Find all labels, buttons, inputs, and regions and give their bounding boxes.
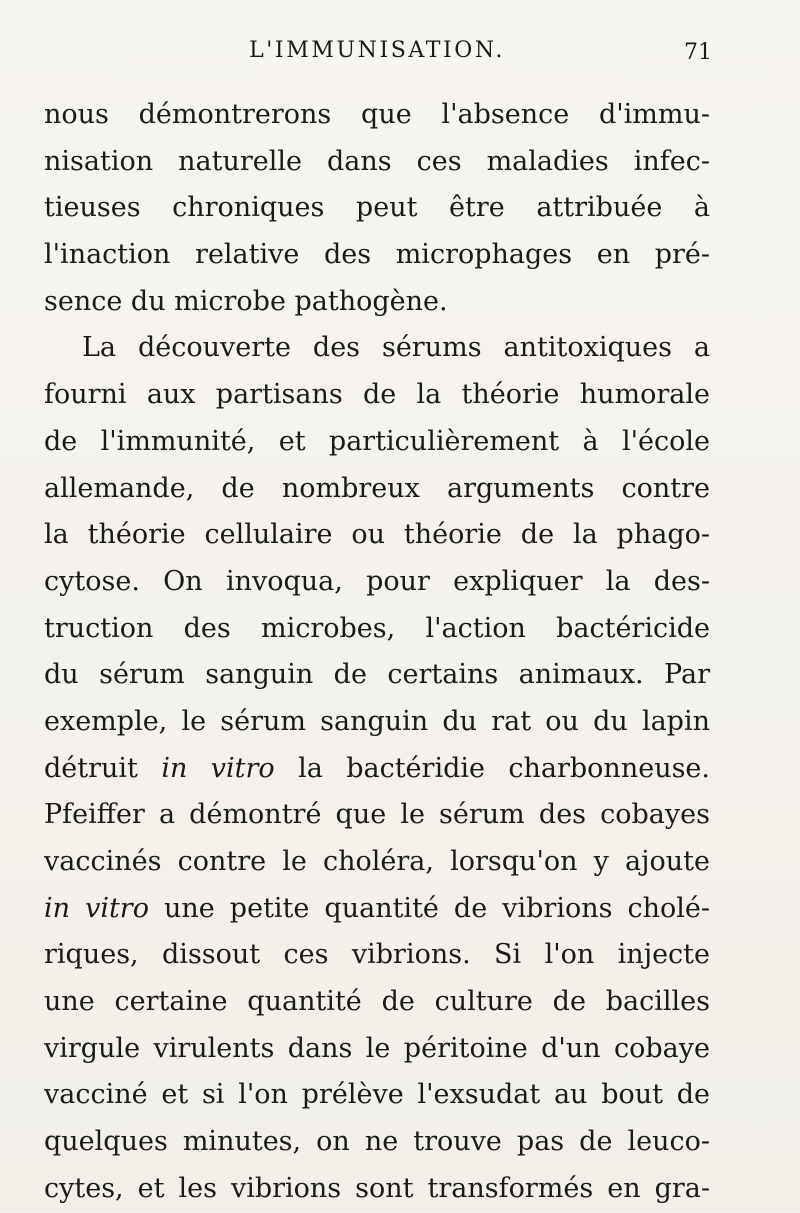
text-line: la théorie cellulaire ou théorie de la phago- (44, 519, 710, 551)
text-line-with-italic (44, 746, 710, 793)
italic-phrase: in vitro (161, 752, 275, 784)
text-line: exemple, le sérum sanguin du rat ou du lapin (44, 705, 710, 737)
text-line: cytes, et les vibrions sont transformés en gra- (44, 1172, 710, 1204)
running-title: L'IMMUNISATION. (249, 38, 505, 63)
text-line: virgule virulents dans le péritoine d'un cobaye (44, 1032, 710, 1064)
text-line: nous démontrerons que l'absence d'immu- (44, 99, 710, 130)
text-line: tieuses chroniques peut être attribuée à (44, 192, 710, 224)
text-line-with-italic (44, 886, 710, 933)
italic-phrase: in vitro (44, 892, 149, 924)
paragraph-end-line: sence du microbe pathogène. (44, 285, 448, 317)
text-line: riques, dissout ces vibrions. Si l'on injecte (44, 939, 710, 971)
text-line: truction des microbes, l'action bactéricide (44, 612, 710, 644)
text-line: nisation naturelle dans ces maladies infec- (44, 145, 710, 177)
text-line: vacciné et si l'on prélève l'exsudat au bout de (44, 1079, 710, 1111)
text-line: l'inaction relative des microphages en pré- (44, 239, 710, 271)
text-line: cytose. On invoqua, pour expliquer la des- (44, 565, 710, 597)
text-line: Pfeiffer a démontré que le sérum des cobayes (44, 799, 710, 831)
text-line: de l'immunité, et particulièrement à l'école (44, 425, 710, 457)
line-text: une petite quantité de vibrions cholé- (148, 892, 710, 924)
text-line: vaccinés contre le choléra, lorsqu'on y ajoute (44, 846, 710, 877)
text-line: une certaine quantité de culture de bacilles (44, 986, 710, 1018)
text-line: quelques minutes, on ne trouve pas de leuco- (44, 1126, 710, 1158)
body-text (44, 92, 710, 1213)
paragraph-start-line: La découverte des sérums antitoxiques a (82, 332, 710, 364)
text-line: allemande, de nombreux arguments contre (44, 472, 710, 504)
text-line: fourni aux partisans de la théorie humorale (44, 379, 710, 411)
page-number: 71 (684, 40, 712, 65)
running-head (44, 36, 710, 70)
text-line: du sérum sanguin de certains animaux. Par (44, 659, 710, 691)
line-text: la bactéridie charbonneuse. (274, 752, 710, 784)
line-text: détruit (44, 752, 162, 784)
